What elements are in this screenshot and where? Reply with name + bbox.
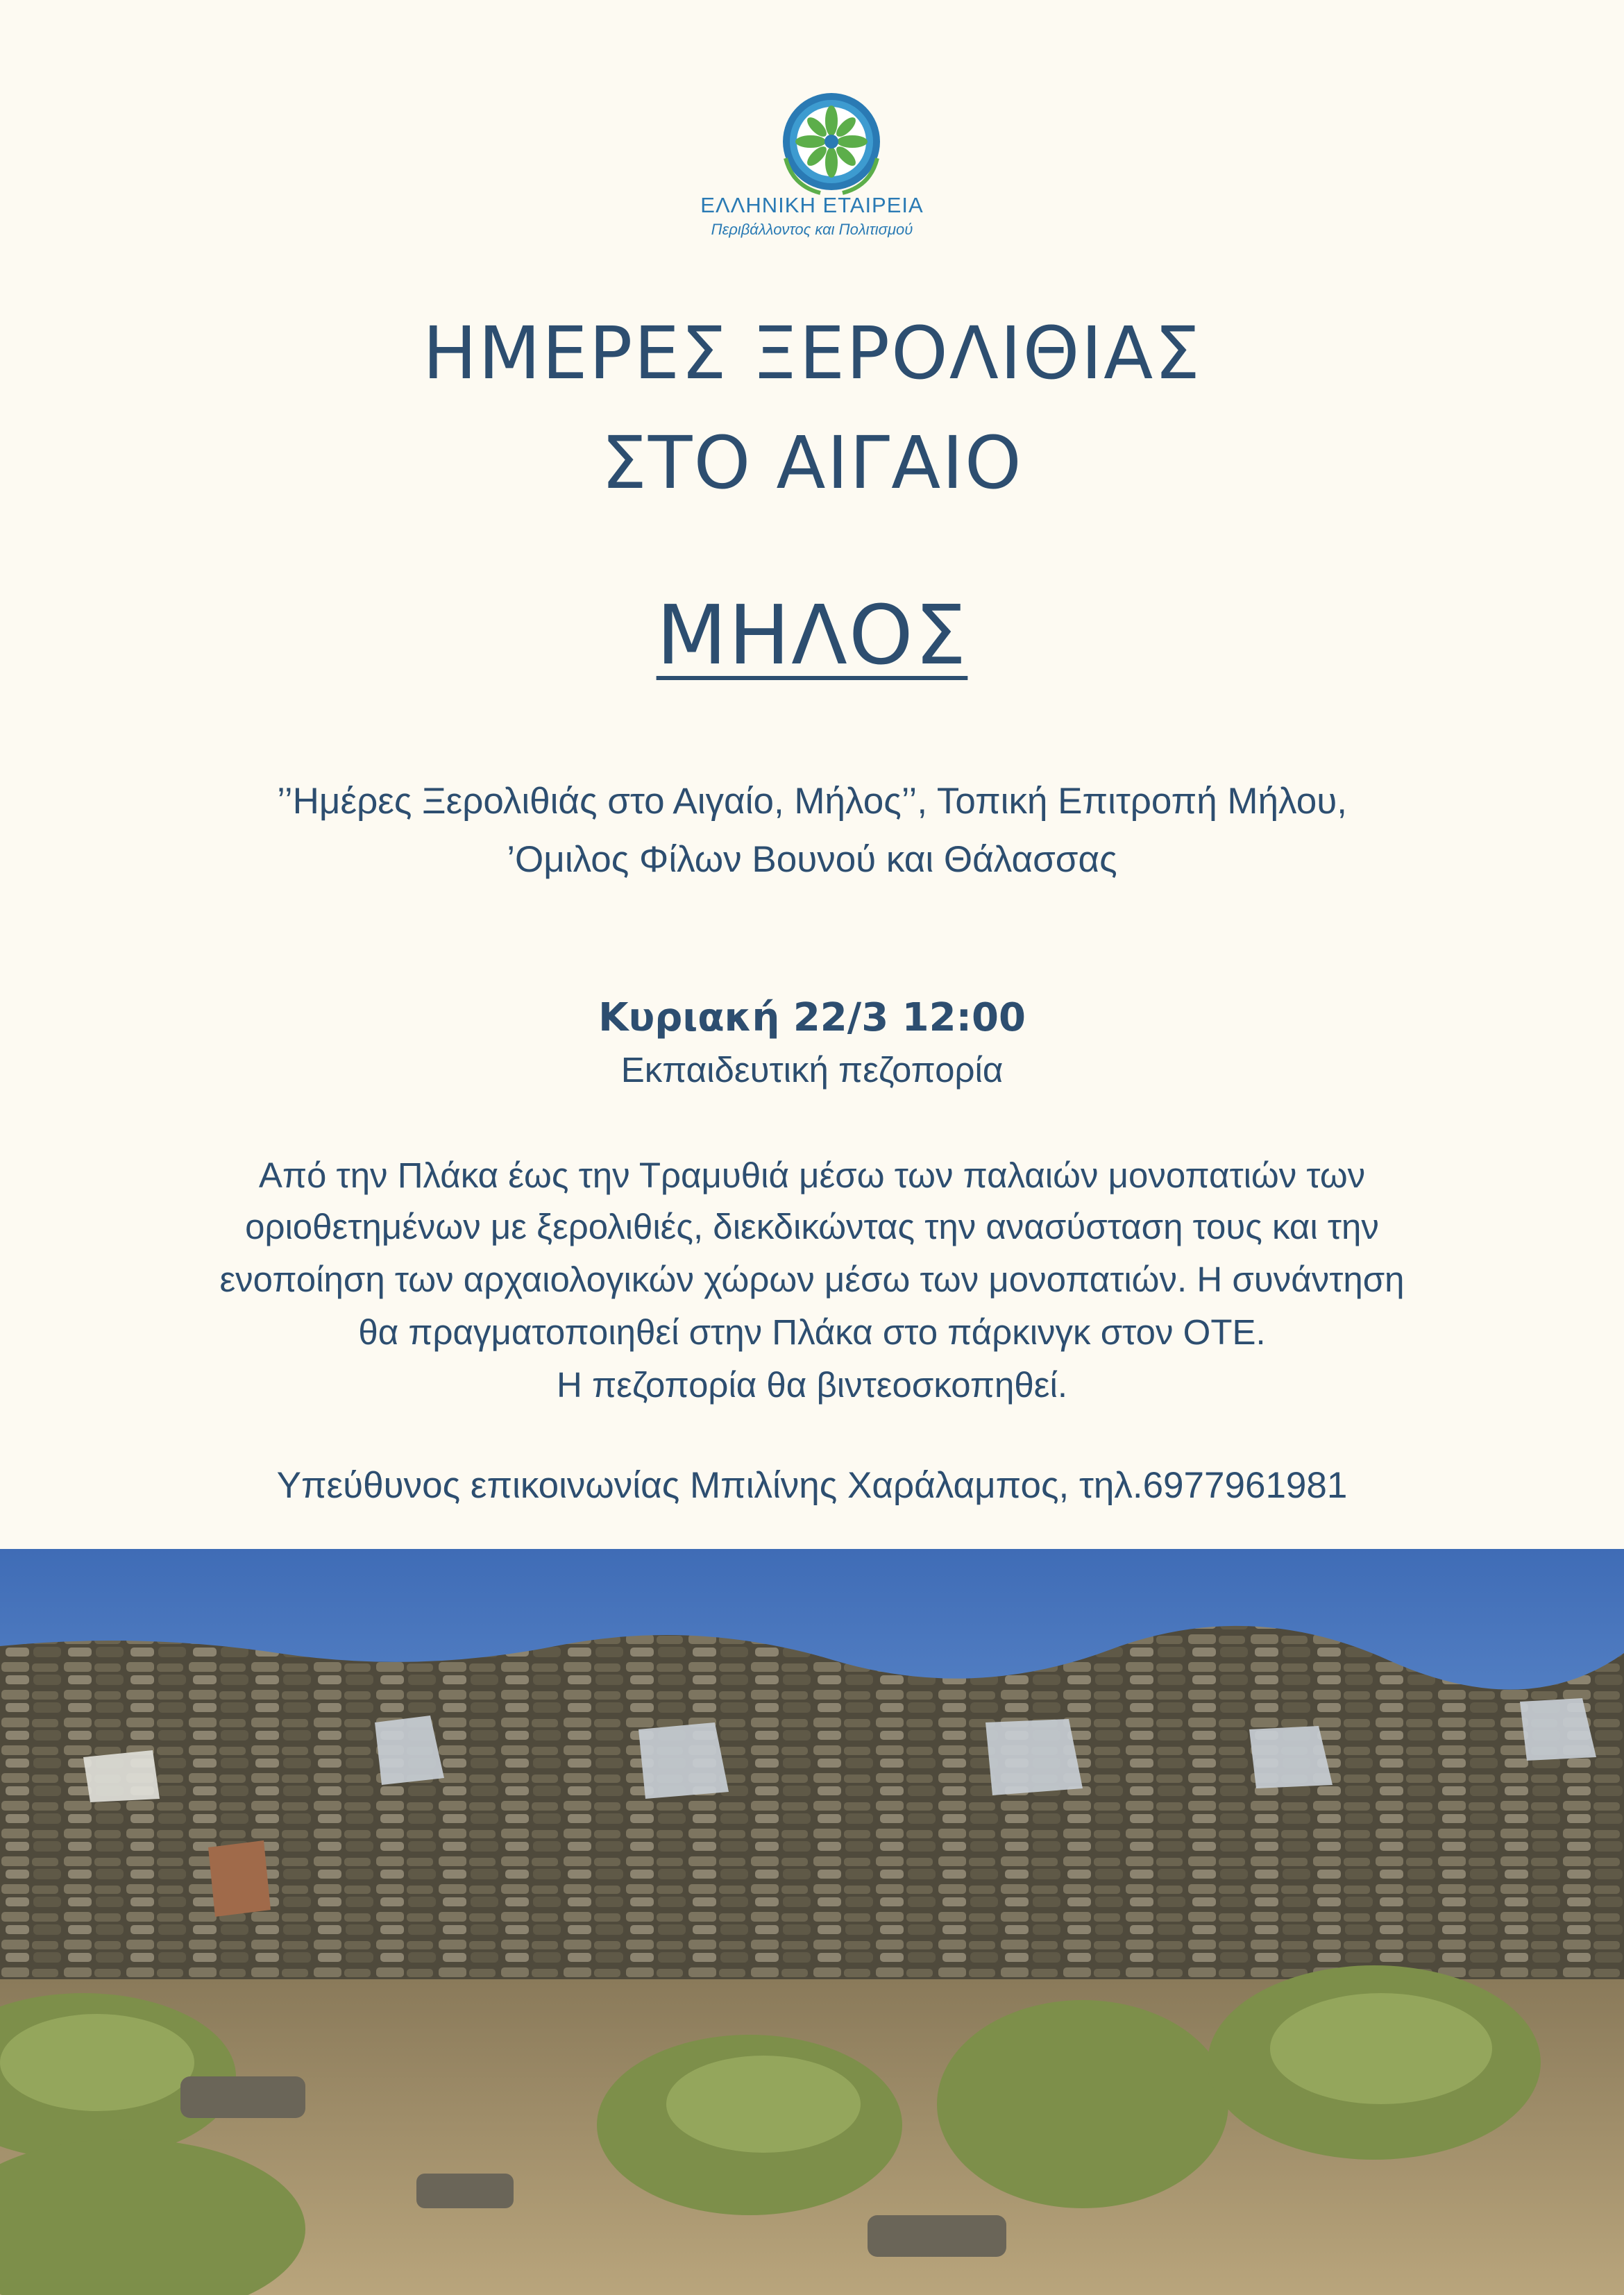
organization-logo (772, 82, 891, 201)
description-line: Από την Πλάκα έως την Τραμυθιά μέσω των παλαιών μονοπατιών των (258, 1155, 1366, 1195)
stone-wall-landscape-image (0, 1549, 1624, 2295)
island-name: ΜΗΛΟΣ (656, 587, 968, 683)
dry-stone-wall-photo (0, 1549, 1624, 2295)
description-line: θα πραγματοποιηθεί στην Πλάκα στο πάρκινγκ στον ΟΤΕ. (358, 1312, 1266, 1352)
event-datetime: Κυριακή 22/3 12:00 (598, 995, 1026, 1040)
description-line: ενοποίηση των αρχαιολογικών χώρων μέσω των μονοπατιών. Η συνάντηση (219, 1260, 1405, 1299)
organizers-line-1: ’’Ημέρες Ξερολιθιάς στο Αιγαίο, Μήλος’’, Τοπική Επιτροπή Μήλου, (277, 781, 1347, 822)
organization-name: ΕΛΛΗΝΙΚΗ ΕΤΑΙΡΕΙΑ (700, 193, 924, 217)
organizers-line-2: ’Ομιλος Φίλων Βουνού και Θάλασσας (507, 839, 1117, 880)
island-heading (0, 587, 1624, 683)
description-line: οριοθετημένων με ξερολιθιές, διεκδικώντας την ανασύσταση τους και την (245, 1207, 1379, 1246)
society-emblem-icon (772, 82, 891, 201)
title-line-1: ΗΜΕΡΕΣ ΞΕΡΟΛΙΘΙΑΣ (422, 311, 1202, 396)
event-type: Εκπαιδευτική πεζοπορία (620, 1050, 1004, 1090)
title-line-2: ΣΤΟ ΑΙΓΑΙΟ (601, 421, 1023, 505)
organization-subtitle: Περιβάλλοντος και Πολιτισμού (711, 221, 913, 238)
description-line: Η πεζοπορία θα βιντεοσκοπηθεί. (556, 1365, 1068, 1405)
contact-info: Υπεύθυνος επικοινωνίας Μπιλίνης Χαράλαμπος, τηλ.6977961981 (276, 1465, 1348, 1506)
